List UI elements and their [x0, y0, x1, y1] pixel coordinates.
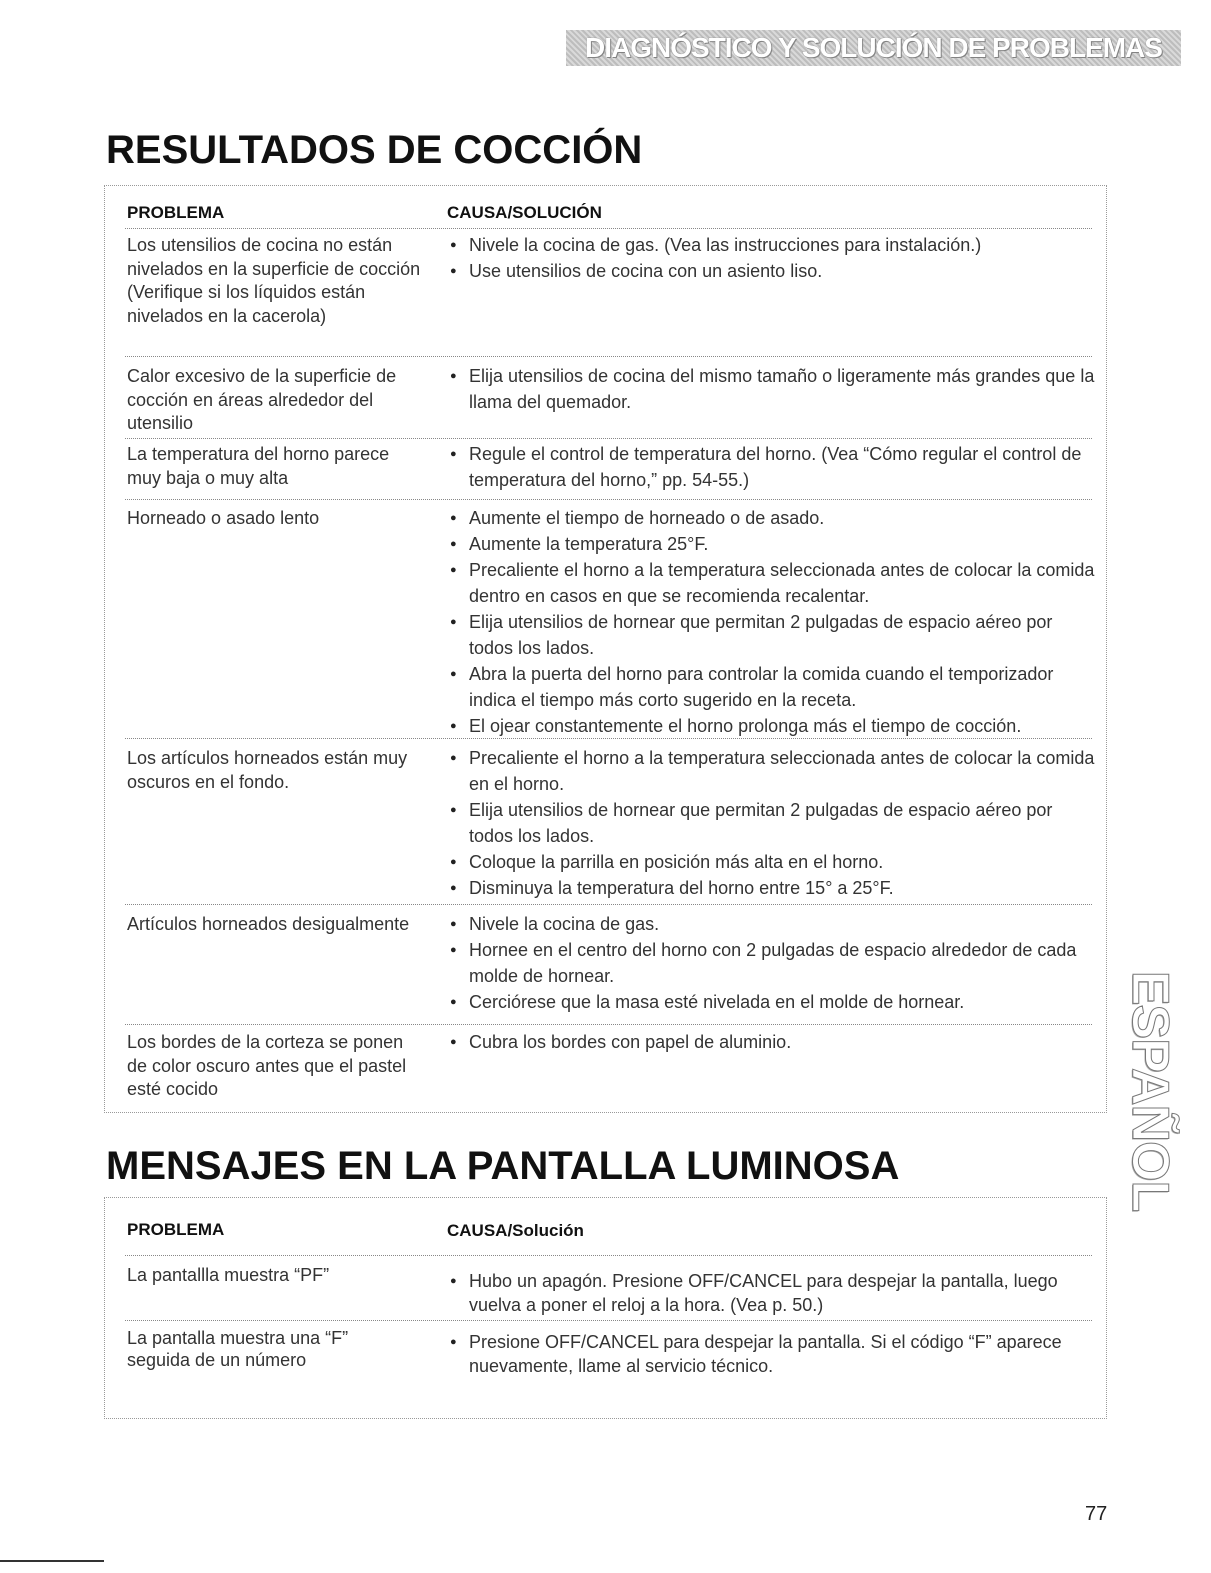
problem-text: Los bordes de la corteza se ponen de color oscuro antes que el pastel esté cocido: [127, 1032, 407, 1099]
solution-item: ● Elija utensilios de hornear que permitan 2 pulgadas de espacio aéreo por todos los lados.: [450, 797, 1100, 849]
solution-list: [450, 363, 1100, 415]
solution-item: ● Use utensilios de cocina con un asiento liso.: [450, 258, 1100, 284]
page-number: 77: [1085, 1503, 1108, 1525]
table-row: [125, 356, 1095, 435]
solution-list: [450, 505, 1100, 739]
problem-text: Artículos horneados desigualmente: [127, 914, 410, 934]
solution-list: [450, 1029, 1100, 1055]
solution-item: ● Nivele la cocina de gas.: [450, 911, 1100, 937]
solution-item: ● El ojear constantemente el horno prolonga más el tiempo de cocción.: [450, 713, 1100, 739]
solution-item: ● Cerciórese que la masa esté nivelada en el molde de hornear.: [450, 989, 1100, 1015]
solution-list: [450, 232, 1100, 284]
solution-list: [450, 745, 1100, 901]
display-messages-title: MENSAJES EN LA PANTALLA LUMINOSA: [106, 1144, 900, 1188]
table-row: [125, 738, 1095, 901]
solution-list: [450, 1330, 1110, 1378]
solution-list: [450, 911, 1100, 1015]
solution-item: ● Hubo un apagón. Presione OFF/CANCEL para despejar la pantalla, luego vuelva a poner el reloj a la hora. (Vea p. 50.): [450, 1269, 1110, 1317]
footer-rule: [0, 1560, 104, 1562]
solution-item: ● Elija utensilios de cocina del mismo tamaño o ligeramente más grandes que la llama del quemador.: [450, 363, 1100, 415]
problem-text: Horneado o asado lento: [127, 508, 320, 528]
problem-text: La pantalla muestra una “F” seguida de un número: [127, 1328, 349, 1370]
solution-item: ● Precaliente el horno a la temperatura seleccionada antes de colocar la comida dentro en casos en que se recomienda recalentar.: [450, 557, 1100, 609]
section-banner: [566, 30, 1181, 66]
problem-text: La pantallla muestra “PF”: [127, 1265, 330, 1285]
table-row: [125, 904, 1092, 1015]
solution-item: ● Aumente la temperatura 25°F.: [450, 531, 1100, 557]
problem-header: PROBLEMA: [127, 203, 225, 222]
cooking-results-table: [104, 185, 1107, 1113]
solution-header: CAUSA/SOLUCIÓN: [447, 203, 602, 222]
solution-list: [450, 441, 1100, 493]
table-row: [125, 1320, 1092, 1411]
table-row: [125, 438, 1092, 495]
table-row: [125, 228, 1092, 354]
language-label: ESPAÑOL: [1121, 970, 1179, 1212]
solution-header: CAUSA/Solución: [447, 1221, 584, 1240]
solution-item: ● Elija utensilios de hornear que permitan 2 pulgadas de espacio aéreo por todos los lados.: [450, 609, 1100, 661]
problem-text: La temperatura del horno parece muy baja o muy alta: [127, 444, 390, 488]
solution-item: ● Disminuya la temperatura del horno entre 15° a 25°F.: [450, 875, 1100, 901]
language-side-tab: [1118, 970, 1182, 1212]
solution-item: ● Precaliente el horno a la temperatura seleccionada antes de colocar la comida en el horno.: [450, 745, 1100, 797]
cooking-results-title: RESULTADOS DE COCCIÓN: [106, 128, 643, 172]
display-messages-table: [104, 1197, 1107, 1419]
problem-header: PROBLEMA: [127, 1220, 225, 1239]
solution-item: ● Coloque la parrilla en posición más alta en el horno.: [450, 849, 1100, 875]
solution-list: [450, 1269, 1110, 1317]
table-row: [125, 499, 1095, 736]
problem-text: Los artículos horneados están muy oscuros en el fondo.: [127, 748, 408, 792]
solution-item: ● Hornee en el centro del horno con 2 pulgadas de espacio alrededor de cada molde de hornear.: [450, 937, 1100, 989]
solution-item: ● Nivele la cocina de gas. (Vea las instrucciones para instalación.): [450, 232, 1100, 258]
solution-item: ● Aumente el tiempo de horneado o de asado.: [450, 505, 1100, 531]
table-row: [125, 1255, 1092, 1316]
solution-item: ● Abra la puerta del horno para controlar la comida cuando el temporizador indica el tiempo más corto sugerido en la receta.: [450, 661, 1100, 713]
banner-text: DIAGNÓSTICO Y SOLUCIÓN DE PROBLEMAS: [585, 32, 1162, 63]
problem-text: Los utensilios de cocina no están nivelados en la superficie de cocción (Verifique si los líquidos están nivelados en la cacerola): [127, 235, 421, 326]
problem-text: Calor excesivo de la superficie de cocción en áreas alrededor del utensilio: [127, 366, 397, 433]
solution-item: ● Cubra los bordes con papel de aluminio.: [450, 1029, 1100, 1055]
solution-item: ● Regule el control de temperatura del horno. (Vea “Cómo regular el control de temperatura del horno,” pp. 54-55.): [450, 441, 1100, 493]
table-row: [125, 1024, 1092, 1105]
solution-item: ● Presione OFF/CANCEL para despejar la pantalla. Si el código “F” aparece nuevamente, llame al servicio técnico.: [450, 1330, 1110, 1378]
